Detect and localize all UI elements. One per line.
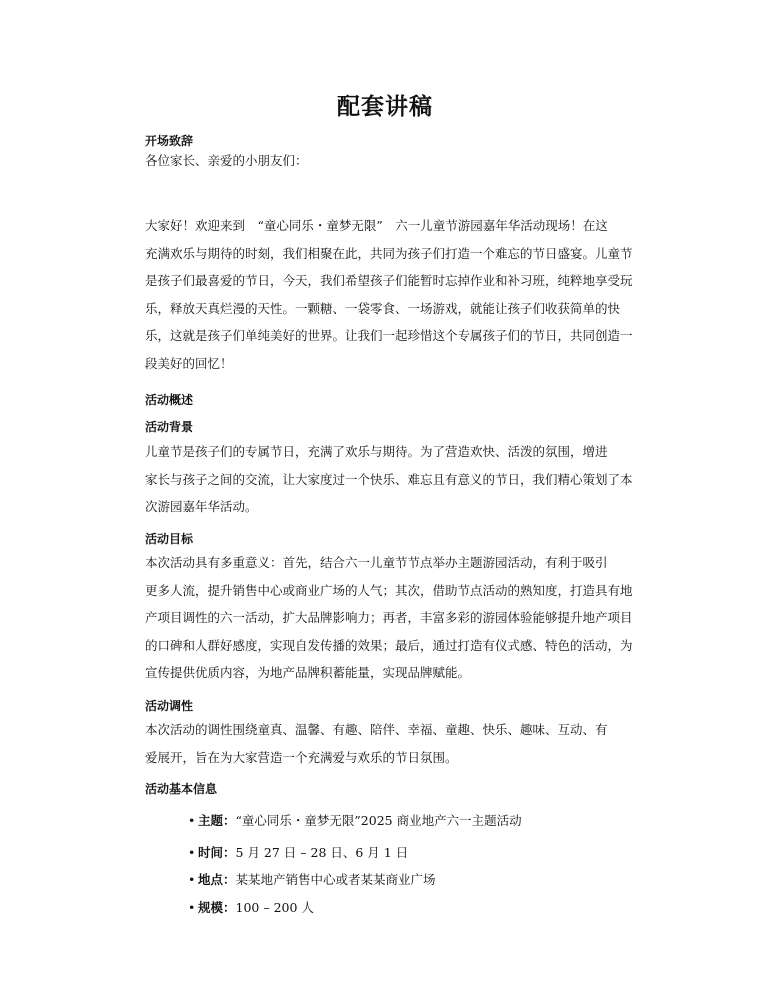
background-heading: 活动背景 [145,420,194,434]
info-item-scale [188,898,314,916]
text-line: 的口碑和人群好感度，实现自发传播的效果；最后，通过打造有仪式感、特色的活动，为 [145,637,633,653]
text-line: 爱展开，旨在为大家营造一个充满爱与欢乐的节日氛围。 [145,749,458,765]
info-label: 规模： [198,900,236,915]
text-line: 产项目调性的六一活动，扩大品牌影响力；再者，丰富多彩的游园体验能够提升地产项目 [145,610,633,625]
text-line: 乐，这就是孩子们单纯美好的世界。让我们一起珍惜这个专属孩子们的节日，共同创造一 [145,328,633,343]
background-paragraph [145,438,653,521]
text-line: 宣传提供优质内容，为地产品牌积蓄能量，实现品牌赋能。 [145,665,471,680]
text-line: 家长与孩子之间的交流，让大家度过一个快乐、难忘且有意义的节日，我们精心策划了本 [145,471,633,487]
info-item-location [188,870,436,888]
opening-heading: 开场致辞 [145,134,194,148]
page-title: 配套讲稿 [337,93,433,120]
text-line: 充满欢乐与期待的时刻，我们相聚在此，共同为孩子们打造一个难忘的节日盛宴。儿童节 [145,245,633,261]
info-label: 主题： [198,813,236,828]
opening-paragraph [145,212,653,377]
tone-heading: 活动调性 [145,699,194,713]
text-line: 本次活动具有多重意义：首先，结合六一儿童节节点举办主题游园活动，有利于吸引 [145,555,608,570]
goals-heading: 活动目标 [145,532,194,546]
text-line: 段美好的回忆！ [145,355,233,371]
text-line: 大家好！欢迎来到 “童心同乐・童梦无限” 六一儿童节游园嘉年华活动现场！在这 [145,218,608,233]
info-item-theme [188,811,522,829]
info-item-time [188,843,408,861]
bullet-icon: • [188,813,196,828]
text-line: 本次活动的调性围绕童真、温馨、有趣、陪伴、幸福、童趣、快乐、趣味、互动、有 [145,722,608,737]
tone-paragraph [145,716,653,771]
basic-info-heading: 活动基本信息 [145,782,218,796]
info-value: 100 – 200 人 [235,900,314,915]
info-value: 某某地产销售中心或者某某商业广场 [235,872,436,887]
opening-greeting: 各位家长、亲爱的小朋友们： [145,153,308,168]
info-label: 地点： [198,872,236,887]
info-value: “童心同乐・童梦无限”2025 商业地产六一主题活动 [235,813,522,828]
bullet-icon: • [188,900,196,915]
bullet-icon: • [188,872,196,887]
text-line: 是孩子们最喜爱的节日，今天，我们希望孩子们能暂时忘掉作业和补习班，纯粹地享受玩 [145,273,633,288]
text-line: 次游园嘉年华活动。 [145,499,258,514]
info-label: 时间： [198,845,236,860]
text-line: 更多人流，提升销售中心或商业广场的人气；其次，借助节点活动的熟知度，打造具有地 [145,582,633,598]
bullet-icon: • [188,845,196,860]
info-value: 5 月 27 日 – 28 日、6 月 1 日 [235,845,409,860]
text-line: 乐，释放天真烂漫的天性。一颗糖、一袋零食、一场游戏，就能让孩子们收获简单的快 [145,300,621,316]
overview-heading: 活动概述 [145,393,194,407]
goals-paragraph [145,549,653,687]
text-line: 儿童节是孩子们的专属节日，充满了欢乐与期待。为了营造欢快、活泼的氛围，增进 [145,444,608,459]
